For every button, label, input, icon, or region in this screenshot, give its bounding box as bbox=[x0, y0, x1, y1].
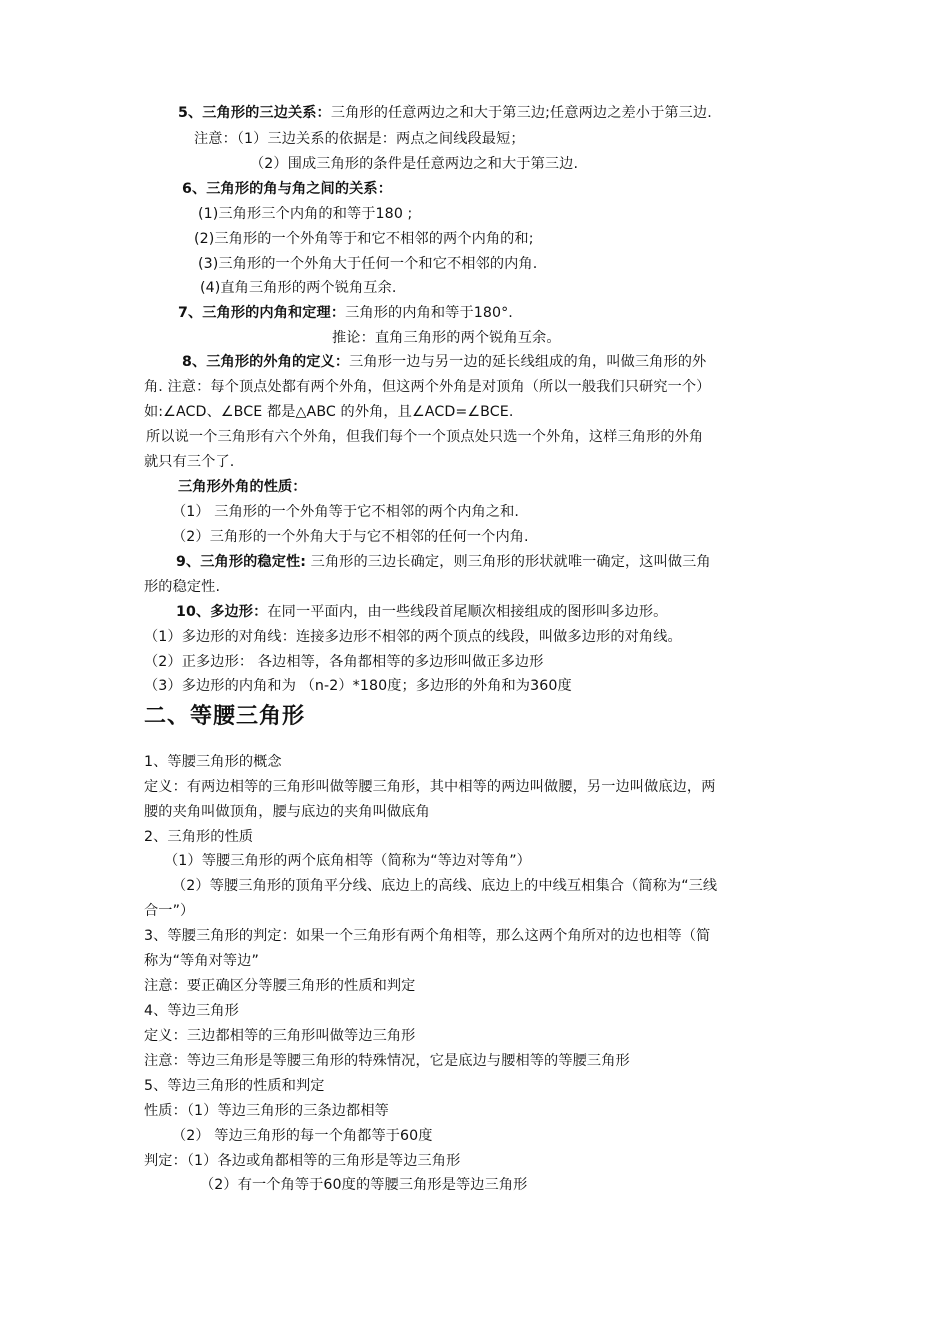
isosceles-text-line: 注意：要正确区分等腰三角形的性质和判定 bbox=[144, 978, 416, 994]
polygon-item: （1）多边形的对角线：连接多边形不相邻的两个顶点的线段，叫做多边形的对角线。 bbox=[144, 629, 682, 645]
section-5-note-2: （2）围成三角形的条件是任意两边之和大于第三边. bbox=[250, 156, 579, 172]
exterior-angle-property: （1） 三角形的一个外角等于它不相邻的两个内角之和. bbox=[172, 504, 519, 520]
isosceles-text-line: 定义：有两边相等的三角形叫做等腰三角形，其中相等的两边叫做腰，另一边叫做底边，两 bbox=[144, 779, 716, 795]
isosceles-text-line: 2、三角形的性质 bbox=[144, 829, 254, 845]
section-6-item: (4)直角三角形的两个锐角互余. bbox=[200, 280, 397, 296]
isosceles-text-line: 定义：三边都相等的三角形叫做等边三角形 bbox=[144, 1028, 416, 1044]
polygon-item: （2）正多边形： 各边相等，各角都相等的多边形叫做正多边形 bbox=[144, 654, 544, 670]
section-heading-isosceles: 二、等腰三角形 bbox=[144, 704, 306, 729]
isosceles-text-line: （2）有一个角等于60度的等腰三角形是等边三角形 bbox=[200, 1177, 528, 1193]
isosceles-text-line: （2） 等边三角形的每一个角都等于60度 bbox=[172, 1128, 433, 1144]
section-6-item: (2)三角形的一个外角等于和它不相邻的两个内角的和; bbox=[194, 231, 534, 247]
section-10-text: 在同一平面内，由一些线段首尾顺次相接组成的图形叫多边形。 bbox=[267, 604, 668, 620]
section-8-text: 三角形一边与另一边的延长线组成的角，叫做三角形的外 bbox=[349, 354, 707, 370]
section-6-title: 6、三角形的角与角之间的关系： bbox=[182, 181, 392, 197]
section-9-text-line: 形的稳定性. bbox=[144, 579, 221, 595]
section-7-line bbox=[178, 303, 513, 323]
section-7-text: 三角形的内角和等于180°. bbox=[345, 305, 513, 321]
section-10-title: 10、多边形： bbox=[176, 604, 268, 620]
isosceles-text-line: 4、等边三角形 bbox=[144, 1003, 239, 1019]
exterior-angle-properties-title: 三角形外角的性质： bbox=[178, 479, 307, 495]
isosceles-text-line: 1、等腰三角形的概念 bbox=[144, 754, 282, 770]
section-5-line bbox=[178, 103, 712, 123]
isosceles-text-line: 5、等边三角形的性质和判定 bbox=[144, 1078, 325, 1094]
section-7-title: 7、三角形的内角和定理： bbox=[178, 305, 346, 321]
isosceles-text-line: 判定：（1）各边或角都相等的三角形是等边三角形 bbox=[144, 1153, 461, 1169]
isosceles-text-line: 3、等腰三角形的判定：如果一个三角形有两个角相等，那么这两个角所对的边也相等（简 bbox=[144, 928, 711, 944]
isosceles-text-line: 腰的夹角叫做顶角，腰与底边的夹角叫做底角 bbox=[144, 804, 430, 820]
section-6-item: (1)三角形三个内角的和等于180 ; bbox=[198, 206, 413, 222]
section-5-text: 三角形的任意两边之和大于第三边;任意两边之差小于第三边. bbox=[330, 105, 712, 121]
section-8-title: 8、三角形的外角的定义： bbox=[182, 354, 350, 370]
section-7-corollary: 推论：直角三角形的两个锐角互余。 bbox=[332, 330, 561, 346]
section-10-line bbox=[176, 602, 667, 622]
section-9-text: 三角形的三边长确定，则三角形的形状就唯一确定，这叫做三角 bbox=[310, 554, 711, 570]
polygon-item: （3）多边形的内角和为 （n-2）*180度；多边形的外角和为360度 bbox=[144, 678, 572, 694]
isosceles-text-line: （1）等腰三角形的两个底角相等（简称为“等边对等角”） bbox=[164, 853, 531, 869]
section-5-note-1: 注意：（1）三边关系的依据是：两点之间线段最短； bbox=[194, 131, 525, 147]
section-6-item: (3)三角形的一个外角大于任何一个和它不相邻的内角. bbox=[198, 256, 538, 272]
section-8-text-line: 就只有三个了. bbox=[144, 454, 235, 470]
section-9-title: 9、三角形的稳定性: bbox=[176, 554, 307, 570]
section-9-line bbox=[176, 552, 711, 572]
isosceles-text-line: 性质：（1）等边三角形的三条边都相等 bbox=[144, 1103, 389, 1119]
isosceles-text-line: （2）等腰三角形的顶角平分线、底边上的高线、底边上的中线互相集合（简称为“三线 bbox=[172, 878, 718, 894]
section-8-line bbox=[182, 352, 706, 372]
isosceles-text-line: 称为“等角对等边” bbox=[144, 953, 259, 969]
section-5-title: 5、三角形的三边关系： bbox=[178, 105, 331, 121]
section-8-text-line: 所以说一个三角形有六个外角，但我们每个一个顶点处只选一个外角，这样三角形的外角 bbox=[146, 429, 704, 445]
isosceles-text-line: 注意：等边三角形是等腰三角形的特殊情况，它是底边与腰相等的等腰三角形 bbox=[144, 1053, 630, 1069]
section-8-text-line: 角. 注意：每个顶点处都有两个外角，但这两个外角是对顶角（所以一般我们只研究一个） bbox=[144, 379, 711, 395]
section-8-text-line: 如:∠ACD、∠BCE 都是△ABC 的外角，且∠ACD=∠BCE. bbox=[144, 404, 514, 420]
exterior-angle-property: （2）三角形的一个外角大于与它不相邻的任何一个内角. bbox=[172, 529, 529, 545]
isosceles-text-line: 合一”） bbox=[144, 903, 195, 919]
